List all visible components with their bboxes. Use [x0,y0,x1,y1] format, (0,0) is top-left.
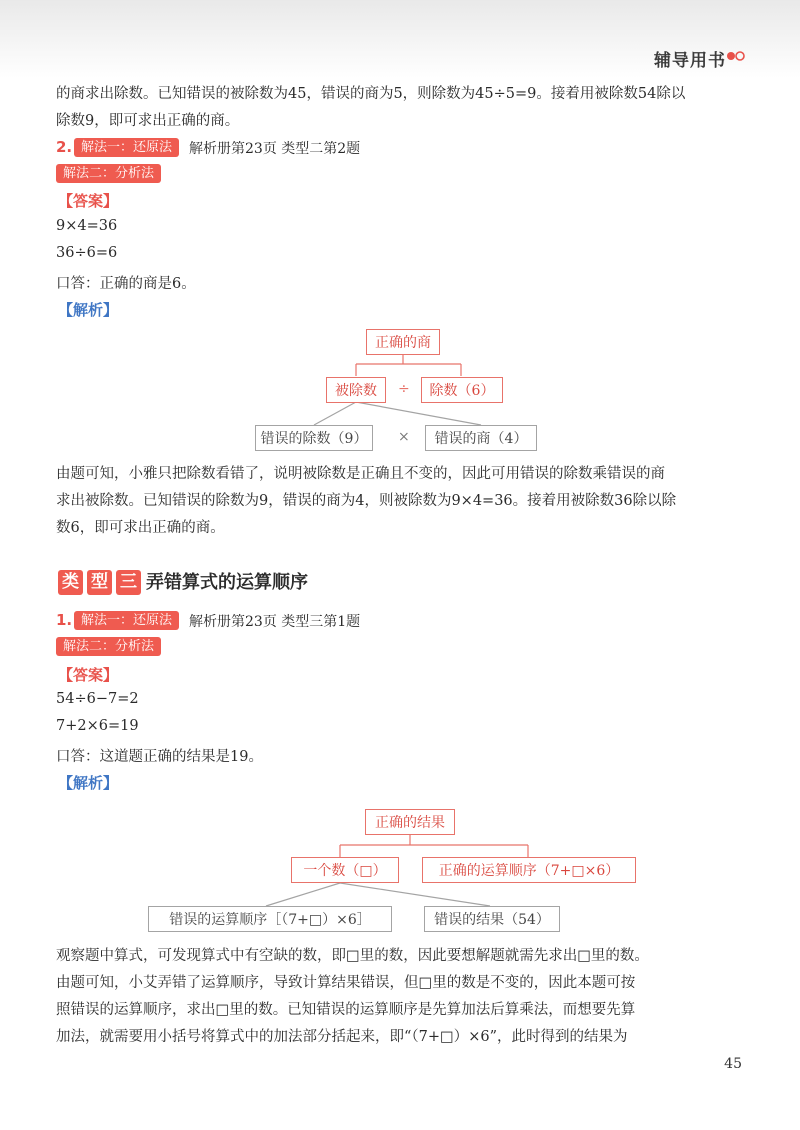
explanation-line: 照错误的运算顺序，求出□里的数。已知错误的运算顺序是先算加法后算乘法，而想要先算 [56,1002,636,1018]
intro-line-2: 除数9，即可求出正确的商。 [56,113,240,129]
reference-text: 解析册第23页 类型三第1题 [189,614,361,630]
question-number: 1. [56,611,73,629]
answer-line: 7+2×6=19 [56,718,139,734]
diagram-node-wrong-result: 错误的结果（54） [424,906,560,932]
section-char: 类 [58,570,83,595]
explanation-line: 数6，即可求出正确的商。 [56,520,225,536]
section-title: 弄错算式的运算顺序 [146,572,308,593]
analysis-label: 【解析】 [58,301,119,319]
method-two-tag: 解法二：分析法 [56,164,161,183]
explanation-line: 观察题中算式，可发现算式中有空缺的数，即□里的数，因此要想解题就需先求出□里的数。 [56,948,649,964]
diagram-node-correct-quotient: 正确的商 [366,329,440,355]
section-char: 三 [116,570,141,595]
section-char: 型 [87,570,112,595]
book-title: 辅导用书 [654,51,726,71]
page-number: 45 [724,1056,742,1072]
diagram-node-correct-result: 正确的结果 [365,809,455,835]
explanation-line: 加法，就需要用小括号将算式中的加法部分括起来，即“（7+□）×6”，此时得到的结果为 [56,1029,628,1045]
diagram-node-divisor: 除数（6） [421,377,503,403]
method-one-tag: 解法一：还原法 [74,611,179,630]
diagram-node-wrong-divisor: 错误的除数（9） [255,425,373,451]
diagram-node-correct-order: 正确的运算顺序（7+□×6） [422,857,636,883]
intro-line-1: 的商求出除数。已知错误的被除数为45，错误的商为5，则除数为45÷5=9。接着用被除数54除以 [56,86,686,102]
answer-line: 54÷6−7=2 [56,691,139,707]
divide-operator: ÷ [398,381,410,397]
reference-text: 解析册第23页 类型二第2题 [189,141,361,157]
answer-line: 口答：正确的商是6。 [56,276,196,292]
two-dots-icon [726,50,746,62]
answer-label: 【答案】 [58,192,119,210]
answer-label: 【答案】 [58,666,119,684]
diagram-node-wrong-quotient: 错误的商（4） [425,425,537,451]
method-one-tag: 解法一：还原法 [74,138,179,157]
method-two-tag: 解法二：分析法 [56,637,161,656]
diagram-node-wrong-order: 错误的运算顺序［（7+□）×6］ [148,906,392,932]
explanation-line: 求出被除数。已知错误的除数为9，错误的商为4，则被除数为9×4=36。接着用被除数36除以除 [56,493,677,509]
question-number: 2. [56,138,73,156]
answer-line: 口答：这道题正确的结果是19。 [56,749,263,765]
diagram-node-unknown-number: 一个数（□） [291,857,399,883]
analysis-label: 【解析】 [58,774,119,792]
explanation-line: 由题可知，小艾弄错了运算顺序，导致计算结果错误，但□里的数是不变的，因此本题可按 [56,975,636,991]
explanation-line: 由题可知，小雅只把除数看错了，说明被除数是正确且不变的，因此可用错误的除数乘错误的商 [56,466,665,482]
multiply-operator: × [398,429,410,445]
diagram-node-dividend: 被除数 [326,377,386,403]
answer-line: 9×4=36 [56,218,118,234]
answer-line: 36÷6=6 [56,245,118,261]
